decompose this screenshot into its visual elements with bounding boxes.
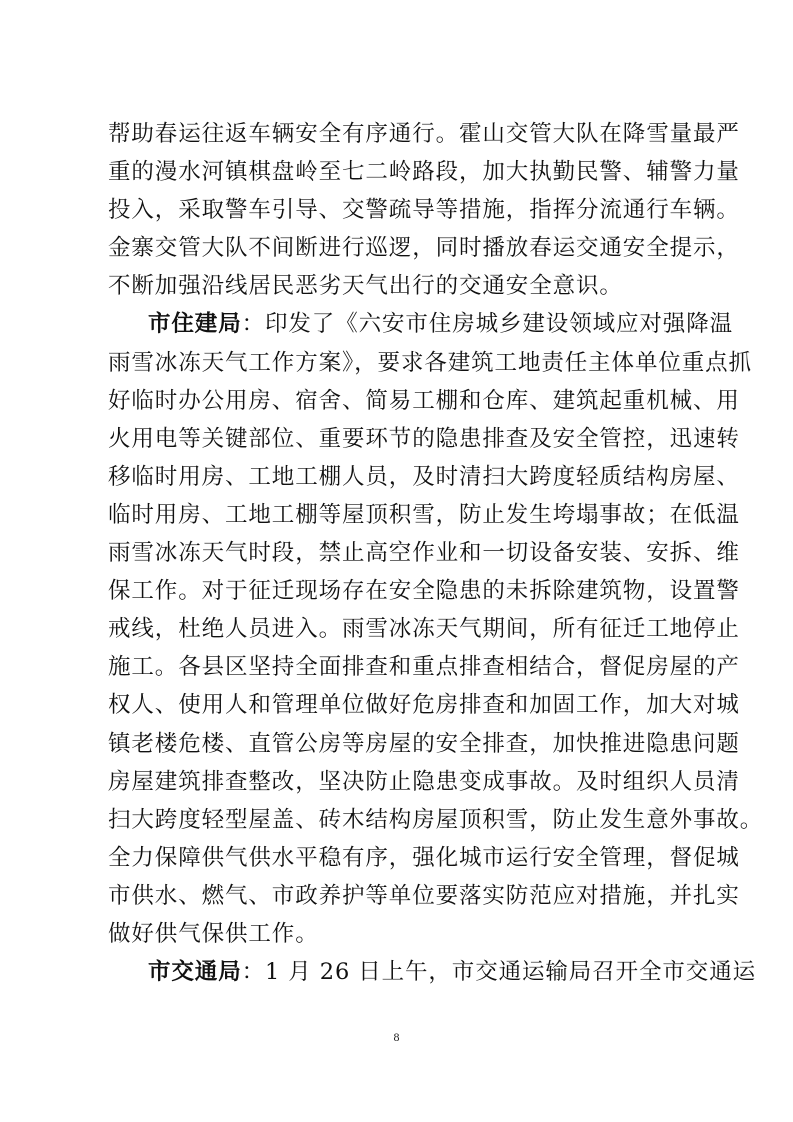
text-line: 重的漫水河镇棋盘岭至七二岭路段，加大执勤民警、辅警力量 xyxy=(108,159,740,186)
paragraph-housing-bureau xyxy=(108,305,764,953)
text-line: 保工作。对于征迁现场存在安全隐患的未拆除建筑物，设置警 xyxy=(108,578,740,605)
document-body xyxy=(108,115,764,991)
text-line: 不断加强沿线居民恶劣天气出行的交通安全意识。 xyxy=(108,273,623,300)
text-line: 市供水、燃气、市政养护等单位要落实防范应对措施，并扎实 xyxy=(108,882,740,909)
text-line: 权人、使用人和管理单位做好危房排查和加固工作，加大对城 xyxy=(108,692,740,719)
text-line: 戒线，杜绝人员进入。雨雪冰冻天气期间，所有征迁工地停止 xyxy=(108,616,740,643)
section-heading: 市住建局 xyxy=(148,311,242,338)
text-line: 金寨交管大队不间断进行巡逻，同时播放春运交通安全提示， xyxy=(108,235,740,262)
text-run: ：印发了《六安市住房城乡建设领域应对强降温 xyxy=(241,311,734,338)
text-run: ：1 月 26 日上午，市交通运输局召开全市交通运 xyxy=(241,959,757,986)
text-line: 全力保障供气供水平稳有序，强化城市运行安全管理，督促城 xyxy=(108,844,740,871)
paragraph-first-line xyxy=(108,953,757,991)
text-line: 火用电等关键部位、重要环节的隐患排查及安全管控，迅速转 xyxy=(108,425,740,452)
text-line: 临时用房、工地工棚等屋顶积雪，防止发生垮塌事故；在低温 xyxy=(108,501,740,528)
text-line: 雨雪冰冻天气时段，禁止高空作业和一切设备安装、安拆、维 xyxy=(108,540,740,567)
text-line: 雨雪冰冻天气工作方案》，要求各建筑工地责任主体单位重点抓 xyxy=(108,349,752,376)
text-line: 移临时用房、工地工棚人员，及时清扫大跨度轻质结构房屋、 xyxy=(108,463,740,490)
paragraph-first-line xyxy=(108,305,734,343)
text-line: 投入，采取警车引导、交警疏导等措施，指挥分流通行车辆。 xyxy=(108,197,740,224)
page-number: 8 xyxy=(393,1030,400,1044)
text-line: 做好供气保供工作。 xyxy=(108,920,319,947)
text-line: 好临时办公用房、宿舍、简易工棚和仓库、建筑起重机械、用 xyxy=(108,387,740,414)
text-line: 施工。各县区坚持全面排查和重点排查相结合，督促房屋的产 xyxy=(108,654,740,681)
paragraph-transport-bureau xyxy=(108,953,757,991)
text-line: 镇老楼危楼、直管公房等房屋的安全排查，加快推进隐患问题 xyxy=(108,730,740,757)
text-line: 房屋建筑排查整改，坚决防止隐患变成事故。及时组织人员清 xyxy=(108,768,740,795)
text-line: 帮助春运往返车辆安全有序通行。霍山交管大队在降雪量最严 xyxy=(108,121,740,147)
paragraph-traffic-police xyxy=(108,115,740,305)
section-heading: 市交通局 xyxy=(148,959,242,986)
text-line: 扫大跨度轻型屋盖、砖木结构房屋顶积雪，防止发生意外事故。 xyxy=(108,806,764,833)
